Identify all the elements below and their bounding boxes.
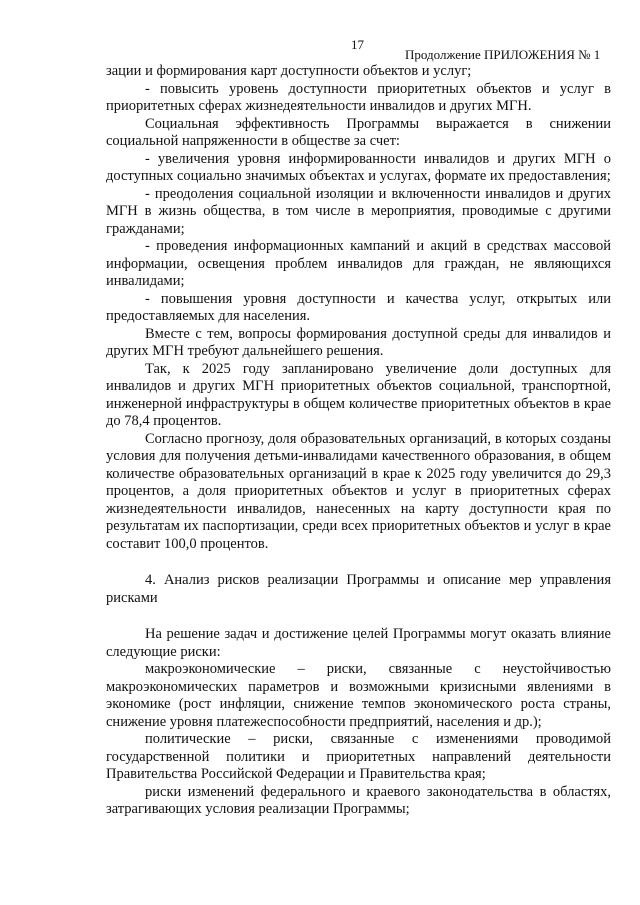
paragraph: - проведения информационных кампаний и акций в средствах массовой информации, освещения проблем инвалидов для граждан, не являющихся инвалидами; <box>106 238 611 289</box>
paragraph: На решение задач и достижение целей Программы могут оказать влияние следующие риски: <box>106 626 611 660</box>
paragraph: - увеличения уровня информированности инвалидов и других МГН о доступных социально значимых объектах и услугах, формате их предоставления; <box>106 150 611 184</box>
paragraph: риски изменений федерального и краевого законодательства в областях, затрагивающих условия реализации Программы; <box>106 783 611 817</box>
paragraph: Согласно прогнозу, доля образовательных организаций, в которых созданы условия для получения детьми-инвалидами качественного образования, в общем количестве образовательных организаций в крае к 2025 году увеличится до 29,3 процентов, а доля приоритетных объектов и услуг в приоритетных сферах жизнедеятельности инвалидов, нанесенных на карту доступности края по результатам их паспортизации, среди всех приоритетных объектов и услуг в крае составит 100,0 процентов. <box>106 430 611 552</box>
document-body <box>106 63 611 819</box>
paragraph: политические – риски, связанные с изменениями проводимой государственной политики и приоритетных направлений деятельности Правительства Российской Федерации и Правительства края; <box>106 731 611 782</box>
paragraph: Вместе с тем, вопросы формирования доступной среды для инвалидов и других МГН требуют дальнейшего решения. <box>106 325 611 359</box>
paragraph: макроэкономические – риски, связанные с неустойчивостью макроэкономических параметров и возможными кризисными явлениями в экономике (рост инфляции, снижение темпов экономического роста страны, снижение уровня платежеспособности предприятий, населения и др.); <box>106 661 611 730</box>
paragraph: Социальная эффективность Программы выражается в снижении социальной напряженности в обществе за счет: <box>106 115 611 149</box>
paragraph: Так, к 2025 году запланировано увеличение доли доступных для инвалидов и других МГН приоритетных объектов социальной, транспортной, инженерной инфраструктуры в общем количестве приоритетных объектов в крае до 78,4 процентов. <box>106 360 611 429</box>
paragraph: - повысить уровень доступности приоритетных объектов и услуг в приоритетных сферах жизнедеятельности инвалидов и других МГН. <box>106 80 611 114</box>
appendix-header: Продолжение ПРИЛОЖЕНИЯ № 1 <box>405 47 601 62</box>
page-number: 17 <box>351 37 364 52</box>
section-heading: 4. Анализ рисков реализации Программы и описание мер управления рисками <box>106 572 611 606</box>
paragraph: зации и формирования карт доступности объектов и услуг; <box>106 63 472 79</box>
paragraph: - преодоления социальной изоляции и включенности инвалидов и других МГН в жизнь общества, в том числе в мероприятия, проводимые с другими гражданами; <box>106 185 611 237</box>
paragraph: - повышения уровня доступности и качества услуг, открытых или предоставляемых для населения. <box>106 290 611 324</box>
